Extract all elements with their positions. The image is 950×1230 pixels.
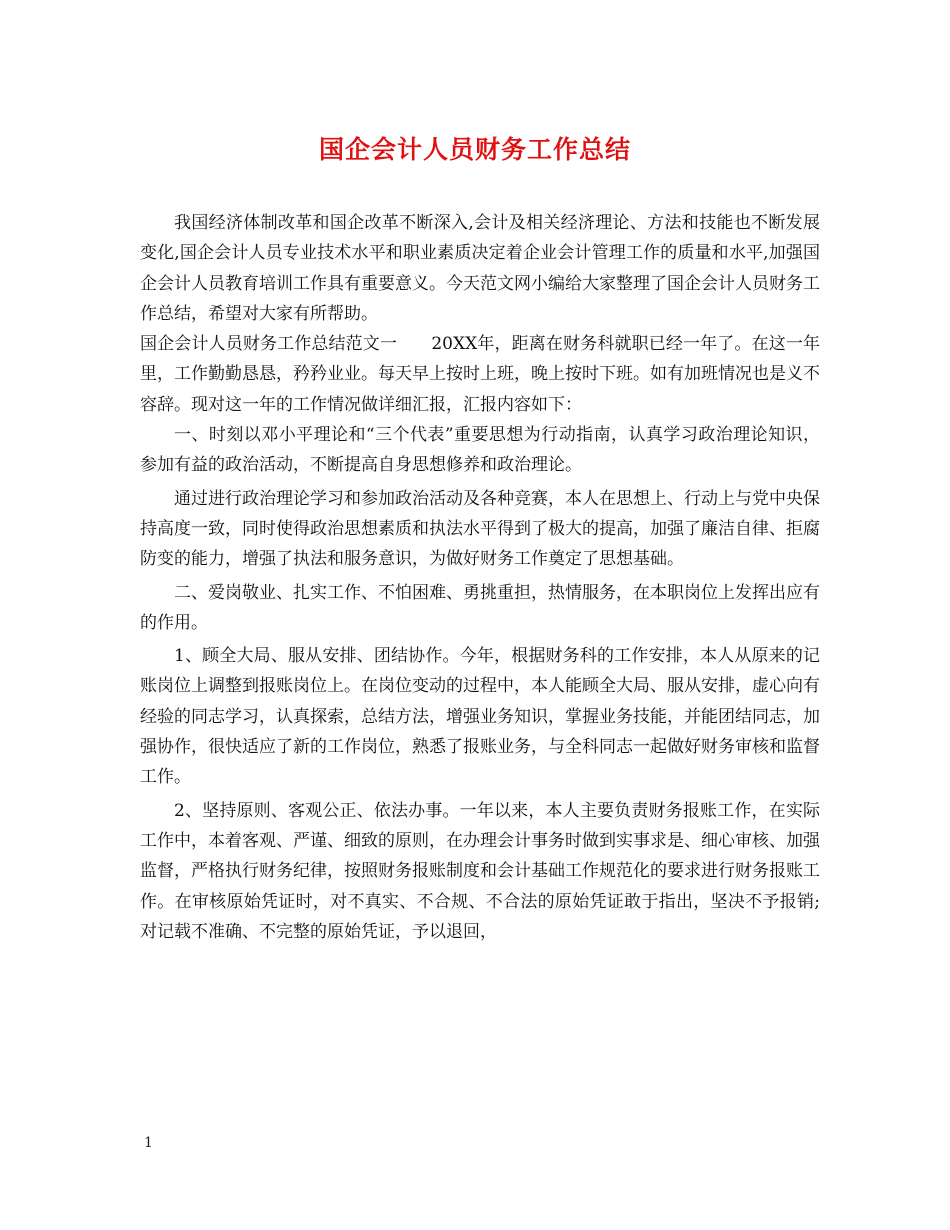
- document-title: 国企会计人员财务工作总结: [318, 135, 631, 164]
- document-body: [140, 208, 820, 947]
- sample-intro-paragraph: 国企会计人员财务工作总结范文一 20XX年，距离在财务科就职已经一年了。在这一年里，工作勤勤恳恳，矜矜业业。每天早上按时上班，晚上按时下班。如有加班情况也是义不容辞。现对这一年的工作情况做详细汇报，汇报内容如下：: [140, 334, 820, 415]
- page-number: 1: [144, 1135, 153, 1151]
- intro-paragraph: 我国经济体制改革和国企改革不断深入,会计及相关经济理论、方法和技能也不断发展变化,国企会计人员专业技术水平和职业素质决定着企业会计管理工作的质量和水平,加强国企会计人员教育培训工作具有重要意义。今天范文网小编给大家整理了国企会计人员财务工作总结，希望对大家有所帮助。: [140, 213, 820, 324]
- section-one-heading: 一、时刻以邓小平理论和“三个代表”重要思想为行动指南，认真学习政治理论知识，参加有益的政治活动，不断提高自身思想修养和政治理论。: [140, 425, 820, 476]
- item-two-paragraph: 2、坚持原则、客观公正、依法办事。一年以来，本人主要负责财务报账工作，在实际工作中，本着客观、严谨、细致的原则，在办理会计事务时做到实事求是、细心审核、加强监督，严格执行财务纪律，按照财务报账制度和会计基础工作规范化的要求进行财务报账工作。在审核原始凭证时，对不真实、不合规、不合法的原始凭证敢于指出，坚决不予报销;对记载不准确、不完整的原始凭证，予以退回，: [140, 800, 820, 942]
- section-two-heading: 二、爱岗敬业、扎实工作、不怕困难、勇挑重担，热情服务，在本职岗位上发挥出应有的作用。: [140, 582, 820, 633]
- section-one-paragraph: 通过进行政治理论学习和参加政治活动及各种竞赛，本人在思想上、行动上与党中央保持高度一致，同时使得政治思想素质和执法水平得到了极大的提高，加强了廉洁自律、拒腐防变的能力，增强了执法和服务意识，为做好财务工作奠定了思想基础。: [140, 488, 820, 570]
- item-one-paragraph: 1、顾全大局、服从安排、团结协作。今年，根据财务科的工作安排，本人从原来的记账岗位上调整到报账岗位上。在岗位变动的过程中，本人能顾全大局、服从安排，虚心向有经验的同志学习，认真探索，总结方法，增强业务知识，掌握业务技能，并能团结同志，加强协作，很快适应了新的工作岗位，熟悉了报账业务，与全科同志一起做好财务审核和监督工作。: [140, 646, 820, 788]
